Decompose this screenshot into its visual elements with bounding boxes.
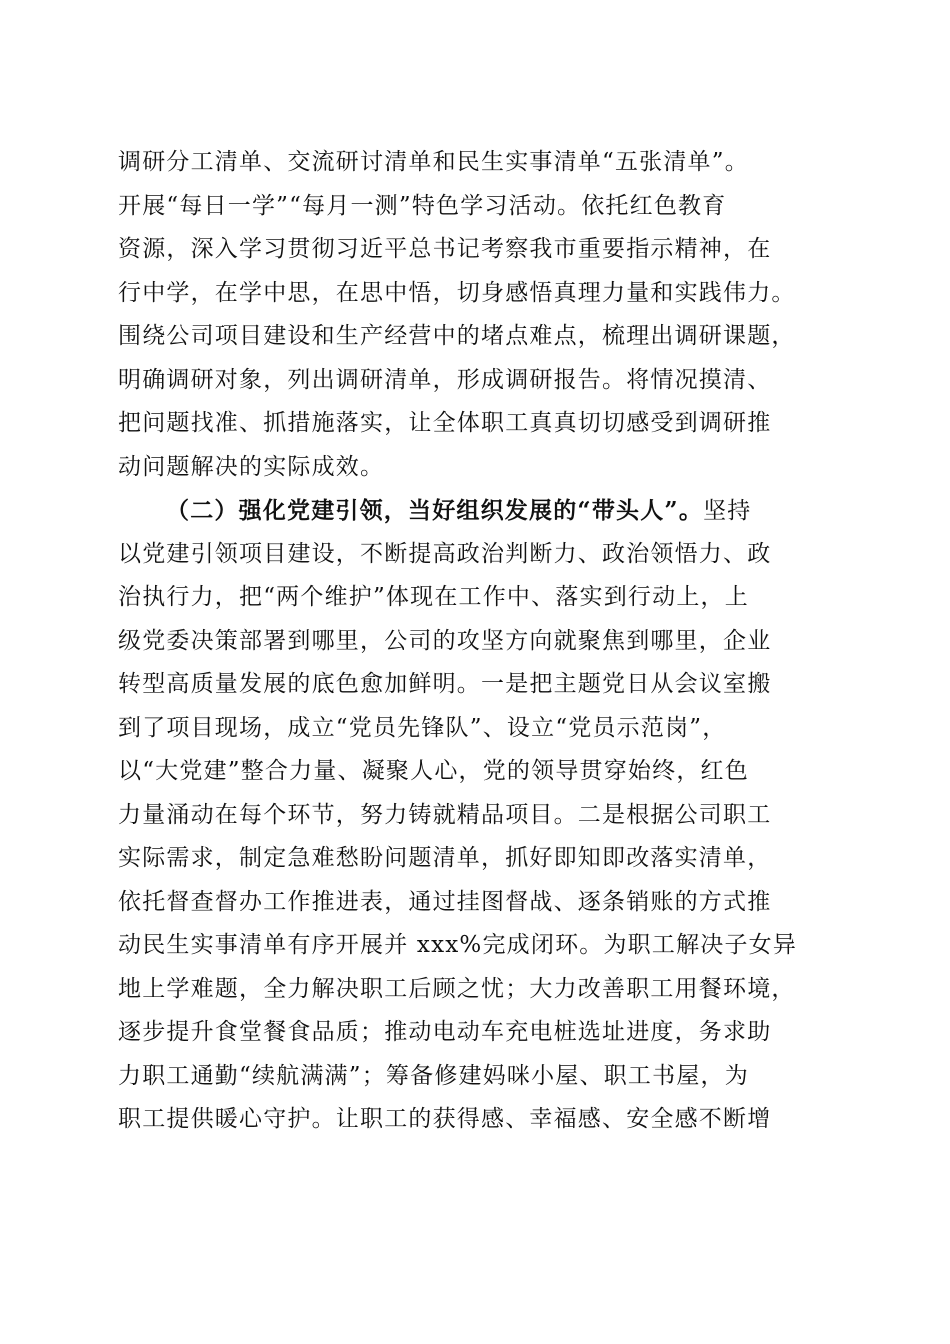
paragraph-line: 围绕公司项目建设和生产经营中的堵点难点，梳理出调研课题， <box>118 323 796 349</box>
paragraph-line: 转型高质量发展的底色愈加鲜明。一是把主题党日从会议室搬 <box>118 671 772 697</box>
paragraph-line: 资源，深入学习贯彻习近平总书记考察我市重要指示精神，在 <box>118 236 772 262</box>
paragraph-line: 到了项目现场，成立“党员先锋队”、设立“党员示范岗”， <box>118 714 727 741</box>
paragraph-line: 以党建引领项目建设，不断提高政治判断力、政治领悟力、政 <box>118 540 772 567</box>
paragraph-line: 实际需求，制定急难愁盼问题清单，抓好即知即改落实清单， <box>118 845 772 871</box>
paragraph-line: 动民生实事清单有序开展并 xxx%完成闭环。为职工解决子女异 <box>118 932 798 958</box>
paragraph-line: 地上学难题，全力解决职工后顾之忧；大力改善职工用餐环境， <box>118 975 796 1002</box>
document-body <box>118 141 858 1142</box>
paragraph-line: 行中学，在学中思，在思中悟，切身感悟真理力量和实践伟力。 <box>118 279 796 306</box>
paragraph-line: 职工提供暖心守护。让职工的获得感、幸福感、安全感不断增 <box>118 1106 772 1132</box>
paragraph-line: 级党委决策部署到哪里，公司的攻坚方向就聚焦到哪里，企业 <box>118 627 772 654</box>
paragraph-line: 调研分工清单、交流研讨清单和民生实事清单“五张清单”。 <box>118 149 749 175</box>
paragraph-line: 把问题找准、抓措施落实，让全体职工真真切切感受到调研推 <box>118 410 772 436</box>
section-heading: （二）强化党建引领，当好组织发展的“带头人”。 <box>166 497 704 524</box>
paragraph-line: 力职工通勤“续航满满”；筹备修建妈咪小屋、职工书屋，为 <box>118 1062 749 1089</box>
paragraph-line: 开展“每日一学”“每月一测”特色学习活动。依托红色教育 <box>118 192 727 219</box>
paragraph-line: 依托督查督办工作推进表，通过挂图督战、逐条销账的方式推 <box>118 888 772 915</box>
paragraph-line: 力量涌动在每个环节，努力铸就精品项目。二是根据公司职工 <box>118 801 772 828</box>
paragraph-line: 动问题解决的实际成效。 <box>118 453 385 480</box>
paragraph-line: 以“大党建”整合力量、凝聚人心，党的领导贯穿始终，红色 <box>118 758 749 784</box>
paragraph-line: 明确调研对象，列出调研清单，形成调研报告。将情况摸清、 <box>118 366 772 393</box>
section-heading-continuation: 坚持 <box>703 498 752 524</box>
paragraph-line: 逐步提升食堂餐食品质；推动电动车充电桩选址进度，务求助 <box>118 1019 772 1045</box>
paragraph-line: 治执行力，把“两个维护”体现在工作中、落实到行动上，上 <box>118 584 749 610</box>
section-heading-line <box>118 489 858 533</box>
